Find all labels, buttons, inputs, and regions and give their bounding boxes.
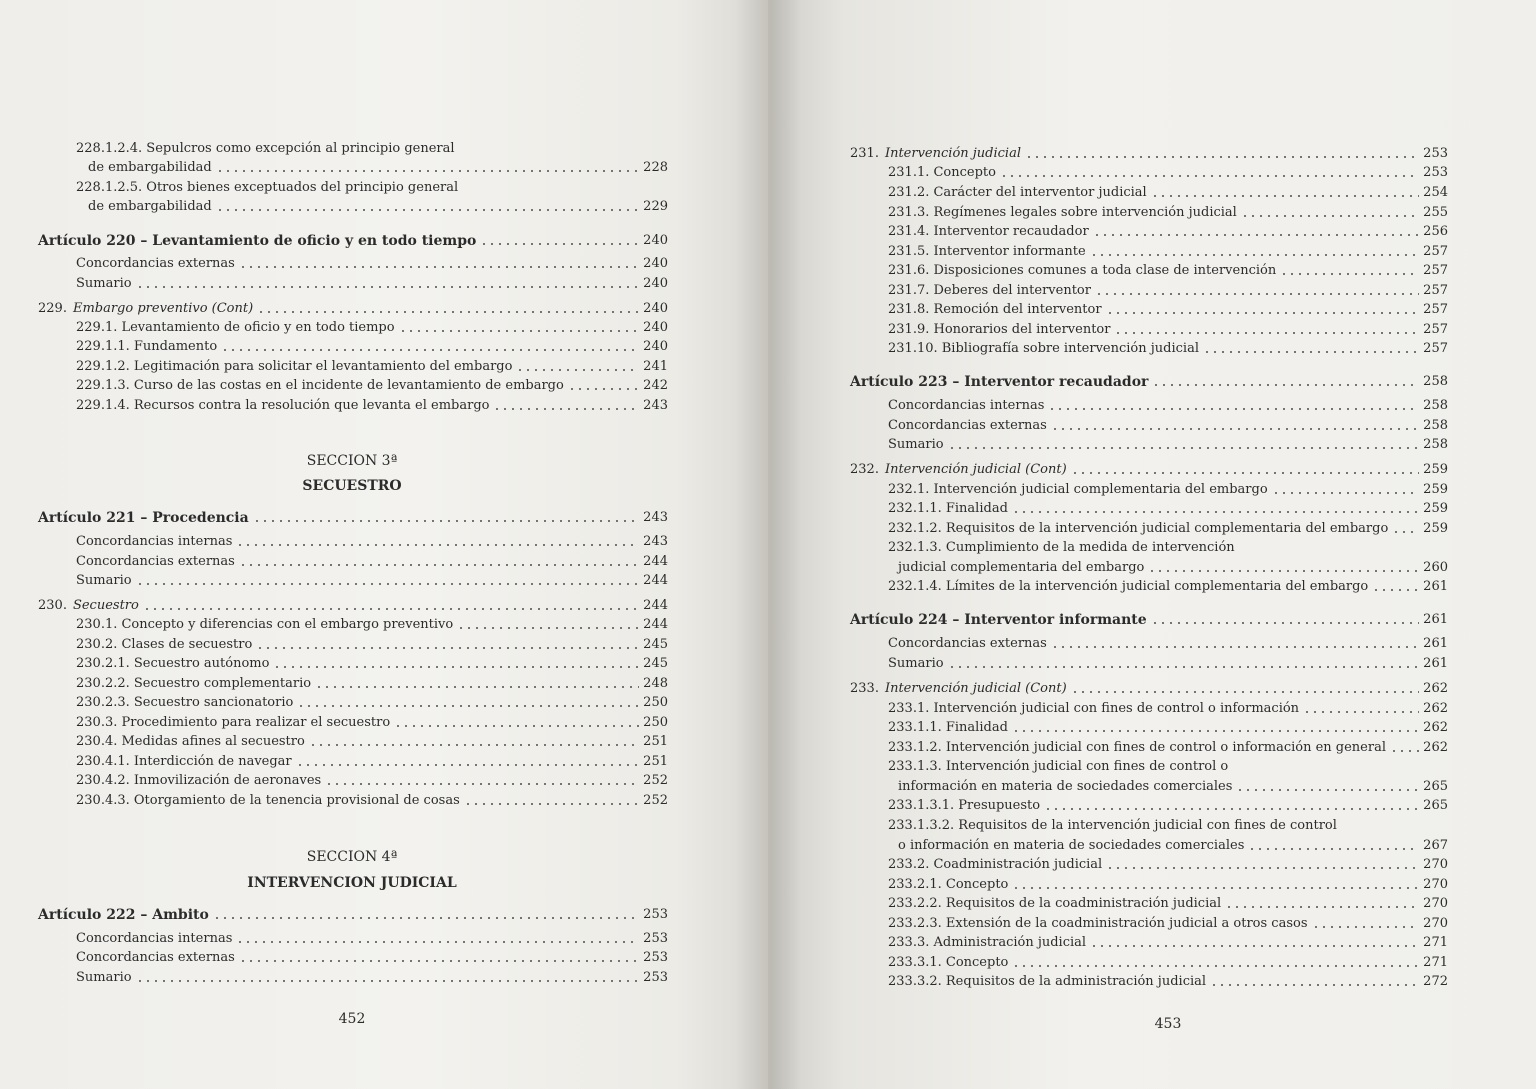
dot-leader (394, 725, 639, 727)
entry-text: 232.1. Intervención judicial complementaria del embargo (888, 482, 1268, 497)
toc-entry (888, 202, 1448, 221)
entry-page: 267 (1423, 838, 1448, 853)
toc-entry (888, 518, 1448, 537)
entry-page: 258 (1423, 374, 1448, 389)
toc-entry (888, 653, 1448, 672)
entry-text: 231.5. Interventor informante (888, 244, 1086, 259)
toc-entry (76, 712, 668, 731)
dot-leader (1090, 254, 1419, 256)
dot-leader (516, 369, 639, 371)
entry-text: 233.1.1. Finalidad (888, 720, 1008, 735)
dot-leader (296, 764, 639, 766)
entry-text: Sumario (76, 573, 132, 588)
entry-page: 261 (1423, 636, 1448, 651)
entry-page: 253 (643, 931, 668, 946)
entry-number: 229. (38, 301, 67, 316)
entry-page: 248 (643, 676, 668, 691)
dot-leader (1106, 867, 1419, 869)
toc-entry (76, 273, 668, 292)
entry-page: 272 (1423, 974, 1448, 989)
entry-text: Embargo preventivo (Cont) (72, 301, 254, 316)
dot-leader (1203, 351, 1419, 353)
entry-page: 253 (1423, 146, 1448, 161)
toc-entry (88, 196, 668, 215)
dot-leader (1012, 965, 1419, 967)
article-title: Artículo 222 – Ambito (38, 907, 209, 923)
entry-page: 261 (1423, 612, 1448, 627)
entry-page: 252 (643, 793, 668, 808)
dot-leader (1210, 984, 1419, 986)
toc-entry (888, 913, 1448, 932)
entry-text: 233.1.3.1. Presupuesto (888, 798, 1041, 813)
entry-page: 258 (1423, 418, 1448, 433)
toc-entry (888, 319, 1448, 338)
dot-leader (1095, 293, 1419, 295)
dot-leader (464, 803, 639, 805)
dot-leader (1248, 848, 1419, 850)
dot-leader (1272, 492, 1419, 494)
dot-leader (1071, 691, 1419, 693)
toc-entry (76, 317, 668, 336)
entry-page: 251 (643, 734, 668, 749)
entry-text: Intervención judicial (884, 146, 1022, 161)
dot-leader (239, 564, 639, 566)
entry-page: 257 (1423, 244, 1448, 259)
dot-leader (1312, 926, 1419, 928)
entry-text: 231.8. Remoción del interventor (888, 302, 1102, 317)
entry-page: 265 (1423, 779, 1448, 794)
dot-leader (1000, 175, 1419, 177)
toc-entry (888, 162, 1448, 181)
dot-leader (1151, 195, 1419, 197)
entry-text: Secuestro (72, 598, 139, 613)
dot-leader (1236, 789, 1419, 791)
dot-leader (1392, 531, 1419, 533)
entry-text: 233.1.2. Intervención judicial con fines de control o información en general (888, 740, 1386, 755)
dot-leader (239, 960, 639, 962)
entry-page: 243 (643, 534, 668, 549)
dot-leader (253, 520, 639, 522)
entry-page: 270 (1423, 916, 1448, 931)
toc-entry (888, 737, 1448, 756)
toc-entry (888, 415, 1448, 434)
entry-text: Sumario (888, 656, 944, 671)
entry-page: 240 (643, 301, 668, 316)
entry-text: 231.7. Deberes del interventor (888, 283, 1091, 298)
entry-page: 256 (1423, 224, 1448, 239)
entry-text: de embargabilidad (88, 160, 212, 175)
toc-entry (888, 434, 1448, 453)
dot-leader (1372, 589, 1419, 591)
entry-page: 257 (1423, 263, 1448, 278)
toc-article-entry (38, 507, 668, 526)
entry-text: Sumario (76, 970, 132, 985)
entry-page: 259 (1423, 462, 1448, 477)
toc-entry (888, 952, 1448, 971)
dot-leader (297, 705, 639, 707)
toc-article-entry (38, 904, 668, 923)
toc-entry (76, 570, 668, 589)
entry-page: 253 (643, 950, 668, 965)
entry-text: o información en materia de sociedades comerciales (898, 838, 1245, 853)
dot-leader (1106, 312, 1419, 314)
entry-text: 231.2. Carácter del interventor judicial (888, 185, 1147, 200)
entry-text: 233.3.2. Requisitos de la administración judicial (888, 974, 1207, 989)
entry-page: 243 (643, 510, 668, 525)
toc-entry (888, 756, 1448, 775)
section-label: SECCION 3ª (306, 453, 398, 469)
dot-leader (216, 209, 639, 211)
dot-leader (1225, 906, 1419, 908)
toc-entry (76, 253, 668, 272)
entry-page: 251 (643, 754, 668, 769)
toc-entry (76, 653, 668, 672)
entry-text: 233.2.2. Requisitos de la coadministración judicial (888, 896, 1222, 911)
dot-leader (1012, 887, 1419, 889)
entry-text: de embargabilidad (88, 199, 212, 214)
toc-entry (76, 770, 668, 789)
entry-page: 270 (1423, 857, 1448, 872)
article-title: Artículo 221 – Procedencia (38, 510, 249, 526)
dot-leader (457, 627, 639, 629)
toc-entry (76, 375, 668, 394)
entry-text: Sumario (76, 276, 132, 291)
dot-leader (325, 783, 639, 785)
dot-leader (948, 447, 1419, 449)
toc-entry (888, 795, 1448, 814)
entry-text: 233.3.1. Concepto (888, 955, 1009, 970)
entry-page: 257 (1423, 302, 1448, 317)
entry-text: 232.1.3. Cumplimiento de la medida de intervención (888, 540, 1235, 555)
dot-leader (948, 666, 1419, 668)
entry-page: 261 (1423, 579, 1448, 594)
entry-text: 229.1.1. Fundamento (76, 339, 218, 354)
article-title: Artículo 223 – Interventor recaudador (850, 374, 1149, 390)
entry-page: 260 (1423, 560, 1448, 575)
entry-text: 232.1.2. Requisitos de la intervención judicial complementaria del embargo (888, 521, 1389, 536)
toc-entry (888, 338, 1448, 357)
entry-page: 271 (1423, 935, 1448, 950)
toc-entry (76, 947, 668, 966)
dot-leader (239, 266, 639, 268)
entry-text: 230.2.3. Secuestro sancionatorio (76, 695, 294, 710)
entry-page: 261 (1423, 656, 1448, 671)
entry-page: 240 (643, 339, 668, 354)
entry-page: 259 (1423, 501, 1448, 516)
dot-leader (257, 311, 639, 313)
dot-leader (216, 170, 639, 172)
entry-page: 245 (643, 656, 668, 671)
entry-page: 258 (1423, 437, 1448, 452)
toc-entry (888, 633, 1448, 652)
dot-leader (1025, 156, 1419, 158)
entry-text: 230.4.1. Interdicción de navegar (76, 754, 292, 769)
dot-leader (493, 408, 639, 410)
toc-entry (898, 776, 1448, 795)
toc-entry (76, 395, 668, 414)
entry-page: 240 (643, 276, 668, 291)
page-number: 452 (338, 1011, 366, 1027)
entry-number: 232. (850, 462, 879, 477)
dot-leader (568, 388, 639, 390)
toc-entry (38, 298, 668, 317)
toc-entry (850, 459, 1448, 478)
toc-entry (888, 854, 1448, 873)
toc-entry (888, 182, 1448, 201)
toc-entry (888, 299, 1448, 318)
dot-leader (1012, 730, 1419, 732)
dot-leader (1051, 646, 1419, 648)
toc-article-entry (850, 609, 1448, 628)
entry-text: 233.3. Administración judicial (888, 935, 1087, 950)
toc-article-entry (38, 230, 668, 249)
dot-leader (309, 744, 639, 746)
dot-leader (1148, 570, 1419, 572)
toc-article-entry (850, 371, 1448, 390)
dot-leader (1051, 428, 1419, 430)
entry-text: 233.2.3. Extensión de la coadministración judicial a otros casos (888, 916, 1308, 931)
entry-page: 253 (643, 970, 668, 985)
entry-text: 230.3. Procedimiento para realizar el secuestro (76, 715, 391, 730)
entry-text: 233.2. Coadministración judicial (888, 857, 1103, 872)
entry-text: 229.1.3. Curso de las costas en el incidente de levantamiento de embargo (76, 378, 564, 393)
entry-text: 229.1.2. Legitimación para solicitar el levantamiento del embargo (76, 359, 513, 374)
right-page (768, 0, 1536, 1089)
toc-entry (76, 177, 668, 196)
toc-entry (76, 336, 668, 355)
toc-entry (888, 874, 1448, 893)
entry-text: 230.4. Medidas afines al secuestro (76, 734, 305, 749)
toc-entry (76, 692, 668, 711)
article-title: Artículo 224 – Interventor informante (850, 612, 1147, 628)
entry-page: 240 (643, 233, 668, 248)
dot-leader (1048, 408, 1419, 410)
entry-text: 233.1. Intervención judicial con fines de control o información (888, 701, 1300, 716)
entry-text: 231.6. Disposiciones comunes a toda clase de intervención (888, 263, 1277, 278)
toc-entry (76, 551, 668, 570)
entry-text: 228.1.2.5. Otros bienes exceptuados del principio general (76, 180, 459, 195)
dot-leader (236, 941, 639, 943)
toc-entry (888, 537, 1448, 556)
dot-leader (1390, 750, 1419, 752)
article-title: Artículo 220 – Levantamiento de oficio y en todo tiempo (38, 233, 477, 249)
entry-text: 230.4.3. Otorgamiento de la tenencia provisional de cosas (76, 793, 460, 808)
entry-page: 262 (1423, 701, 1448, 716)
entry-text: 233.1.3. Intervención judicial con fines de control o (888, 759, 1229, 774)
dot-leader (1093, 234, 1419, 236)
entry-text: 229.1.4. Recursos contra la resolución que levanta el embargo (76, 398, 490, 413)
entry-text: Concordancias externas (76, 256, 235, 271)
entry-text: Intervención judicial (Cont) (884, 462, 1067, 477)
entry-page: 257 (1423, 283, 1448, 298)
dot-leader (256, 647, 639, 649)
toc-entry (76, 731, 668, 750)
dot-leader (1012, 511, 1419, 513)
dot-leader (1303, 711, 1419, 713)
entry-number: 233. (850, 681, 879, 696)
toc-entry (888, 498, 1448, 517)
entry-page: 262 (1423, 681, 1448, 696)
entry-text: 233.1.3.2. Requisitos de la intervención judicial con fines de control (888, 818, 1337, 833)
toc-entry (76, 614, 668, 633)
toc-entry (76, 138, 668, 157)
entry-page: 262 (1423, 720, 1448, 735)
entry-page: 244 (643, 617, 668, 632)
entry-text: 231.9. Honorarios del interventor (888, 322, 1111, 337)
entry-text: 230.2.2. Secuestro complementario (76, 676, 312, 691)
entry-page: 262 (1423, 740, 1448, 755)
entry-page: 253 (643, 907, 668, 922)
entry-text: Concordancias externas (76, 950, 235, 965)
toc-entry (888, 932, 1448, 951)
entry-text: 230.4.2. Inmovilización de aeronaves (76, 773, 322, 788)
dot-leader (1152, 384, 1419, 386)
dot-leader (1280, 273, 1419, 275)
entry-page: 228 (643, 160, 668, 175)
entry-page: 244 (643, 573, 668, 588)
entry-text: 231.1. Concepto (888, 165, 996, 180)
entry-page: 242 (643, 378, 668, 393)
section-title: SECUESTRO (302, 478, 402, 494)
entry-page: 244 (643, 598, 668, 613)
entry-page: 255 (1423, 205, 1448, 220)
entry-text: Concordancias internas (76, 931, 233, 946)
dot-leader (236, 544, 639, 546)
page-number: 453 (1154, 1016, 1182, 1032)
toc-entry (888, 221, 1448, 240)
toc-entry (888, 576, 1448, 595)
entry-text: 232.1.4. Límites de la intervención judicial complementaria del embargo (888, 579, 1369, 594)
entry-page: 271 (1423, 955, 1448, 970)
entry-page: 250 (643, 695, 668, 710)
entry-text: 228.1.2.4. Sepulcros como excepción al principio general (76, 141, 455, 156)
dot-leader (1044, 808, 1419, 810)
toc-entry (76, 967, 668, 986)
entry-page: 244 (643, 554, 668, 569)
toc-entry (898, 835, 1448, 854)
toc-entry (888, 971, 1448, 990)
dot-leader (136, 286, 639, 288)
toc-entry (76, 790, 668, 809)
entry-text: Sumario (888, 437, 944, 452)
entry-text: 231.4. Interventor recaudador (888, 224, 1089, 239)
entry-page: 240 (643, 320, 668, 335)
entry-page: 245 (643, 637, 668, 652)
entry-page: 250 (643, 715, 668, 730)
entry-number: 231. (850, 146, 879, 161)
dot-leader (1114, 332, 1419, 334)
toc-entry (888, 241, 1448, 260)
dot-leader (399, 330, 639, 332)
toc-entry (850, 678, 1448, 697)
entry-text: 229.1. Levantamiento de oficio y en todo tiempo (76, 320, 395, 335)
entry-page: 257 (1423, 322, 1448, 337)
entry-text: Concordancias internas (76, 534, 233, 549)
entry-text: 233.2.1. Concepto (888, 877, 1009, 892)
entry-page: 265 (1423, 798, 1448, 813)
entry-page: 243 (643, 398, 668, 413)
dot-leader (213, 917, 639, 919)
entry-text: 230.2. Clases de secuestro (76, 637, 253, 652)
entry-page: 252 (643, 773, 668, 788)
toc-entry (76, 928, 668, 947)
dot-leader (315, 686, 639, 688)
toc-entry (888, 893, 1448, 912)
toc-entry (38, 595, 668, 614)
toc-entry (888, 698, 1448, 717)
entry-page: 259 (1423, 482, 1448, 497)
dot-leader (1241, 215, 1419, 217)
section-title: INTERVENCION JUDICIAL (247, 875, 457, 891)
entry-text: 232.1.1. Finalidad (888, 501, 1008, 516)
entry-text: 230.1. Concepto y diferencias con el embargo preventivo (76, 617, 454, 632)
toc-entry (888, 395, 1448, 414)
dot-leader (136, 980, 639, 982)
entry-number: 230. (38, 598, 67, 613)
toc-entry (888, 280, 1448, 299)
entry-page: 270 (1423, 896, 1448, 911)
entry-text: Intervención judicial (Cont) (884, 681, 1067, 696)
toc-entry (888, 717, 1448, 736)
toc-entry (76, 751, 668, 770)
entry-text: información en materia de sociedades comerciales (898, 779, 1233, 794)
toc-entry (898, 557, 1448, 576)
entry-text: Concordancias internas (888, 398, 1045, 413)
entry-text: 231.3. Regímenes legales sobre intervención judicial (888, 205, 1237, 220)
toc-entry (76, 531, 668, 550)
entry-text: Concordancias externas (76, 554, 235, 569)
toc-entry (76, 356, 668, 375)
entry-page: 259 (1423, 521, 1448, 536)
entry-text: Concordancias externas (888, 636, 1047, 651)
entry-page: 240 (643, 256, 668, 271)
entry-text: judicial complementaria del embargo (898, 560, 1145, 575)
entry-text: Concordancias externas (888, 418, 1047, 433)
dot-leader (136, 583, 639, 585)
entry-page: 229 (643, 199, 668, 214)
toc-entry (888, 815, 1448, 834)
entry-page: 253 (1423, 165, 1448, 180)
dot-leader (273, 666, 639, 668)
toc-entry (76, 673, 668, 692)
dot-leader (1151, 622, 1419, 624)
dot-leader (1071, 472, 1419, 474)
dot-leader (143, 608, 639, 610)
toc-entry (850, 143, 1448, 162)
entry-text: 231.10. Bibliografía sobre intervención judicial (888, 341, 1199, 356)
entry-page: 254 (1423, 185, 1448, 200)
entry-page: 258 (1423, 398, 1448, 413)
toc-entry (76, 634, 668, 653)
dot-leader (221, 349, 639, 351)
toc-entry (888, 260, 1448, 279)
toc-entry (88, 157, 668, 176)
entry-text: 230.2.1. Secuestro autónomo (76, 656, 270, 671)
dot-leader (480, 243, 639, 245)
entry-page: 241 (643, 359, 668, 374)
section-label: SECCION 4ª (306, 849, 398, 865)
dot-leader (1090, 945, 1419, 947)
toc-entry (888, 479, 1448, 498)
entry-page: 257 (1423, 341, 1448, 356)
entry-page: 270 (1423, 877, 1448, 892)
